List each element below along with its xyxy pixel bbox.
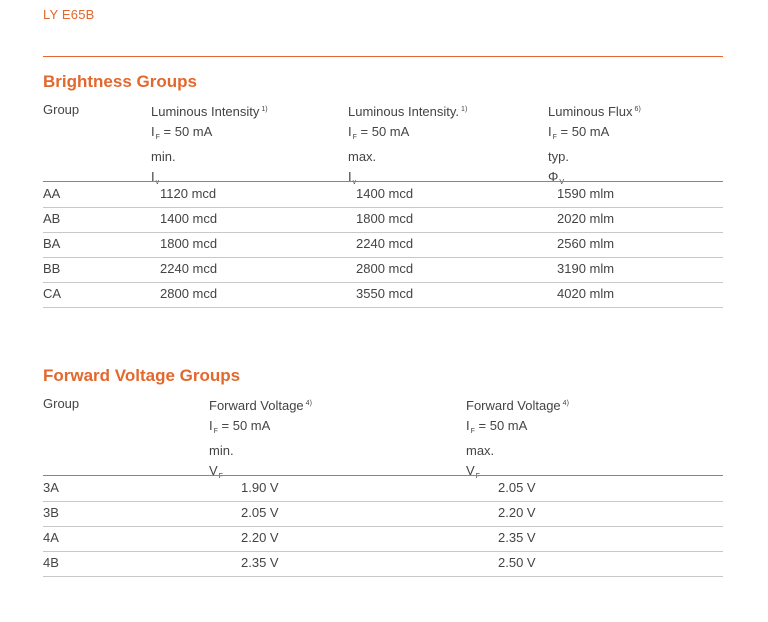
table-cell: 2.35 V — [498, 530, 536, 545]
table-cell: 2.05 V — [498, 480, 536, 495]
table-row — [43, 207, 723, 233]
table-cell: 1590 mlm — [557, 186, 615, 201]
table-cell: 2800 mcd — [356, 261, 414, 276]
table-cell: 2.20 V — [241, 530, 279, 545]
table-cell: 4020 mlm — [557, 286, 615, 301]
voltage-header-min: Forward Voltage $^{4)}$ $I_F = 50$ mA min. $V_F$ — [209, 398, 312, 480]
voltage-header-group: Group — [43, 396, 80, 411]
table-cell: 1120 mcd — [160, 186, 217, 201]
table-row — [43, 257, 723, 283]
table-cell: 1.90 V — [241, 480, 279, 495]
forward-voltage-groups-title: Forward Voltage Groups — [43, 366, 241, 385]
table-cell: 3B — [43, 505, 59, 520]
table-cell: 2.50 V — [498, 555, 536, 570]
table-cell: BA — [43, 236, 61, 251]
table-row — [43, 282, 723, 308]
brightness-header-intensity-min: Luminous Intensity $^{1)}$ $I_F = 50$ mA min. $I_v$ — [151, 104, 268, 186]
brightness-groups-title: Brightness Groups — [43, 72, 197, 91]
table-cell: 2020 mlm — [557, 211, 615, 226]
table-cell: AB — [43, 211, 61, 226]
table-cell: 4B — [43, 555, 59, 570]
table-cell: 2.20 V — [498, 505, 536, 520]
table-cell: 1800 mcd — [356, 211, 414, 226]
table-row — [43, 551, 723, 577]
table-cell: 1400 mcd — [356, 186, 414, 201]
table-cell: 3550 mcd — [356, 286, 414, 301]
table-cell: 2240 mcd — [160, 261, 218, 276]
table-row — [43, 526, 723, 552]
table-cell: 2800 mcd — [160, 286, 218, 301]
top-divider — [43, 56, 723, 57]
table-row — [43, 501, 723, 527]
table-cell: AA — [43, 186, 61, 201]
table-cell: 2.35 V — [241, 555, 279, 570]
table-cell: 2560 mlm — [557, 236, 615, 251]
brightness-header-intensity-max: Luminous Intensity. $^{1)}$ $I_F = 50$ mA max. $I_v$ — [348, 104, 468, 186]
voltage-header-max: Forward Voltage $^{4)}$ $I_F = 50$ mA max. $V_F$ — [466, 398, 569, 480]
table-cell: 4A — [43, 530, 59, 545]
table-cell: 2.05 V — [241, 505, 279, 520]
table-cell: 1400 mcd — [160, 211, 218, 226]
brightness-header-group: Group — [43, 102, 80, 117]
table-cell: 1800 mcd — [160, 236, 218, 251]
table-cell: 3A — [43, 480, 59, 495]
table-row — [43, 232, 723, 258]
table-row — [43, 182, 723, 208]
table-cell: 2240 mcd — [356, 236, 414, 251]
table-row — [43, 476, 723, 502]
table-cell: CA — [43, 286, 62, 301]
table-cell: 3190 mlm — [557, 261, 615, 276]
document-id: LY E65B — [43, 7, 95, 22]
table-cell: BB — [43, 261, 61, 276]
brightness-header-flux-typ: Luminous Flux $^{6)}$ $I_F = 50$ mA typ. $\Phi_V$ — [548, 104, 641, 186]
